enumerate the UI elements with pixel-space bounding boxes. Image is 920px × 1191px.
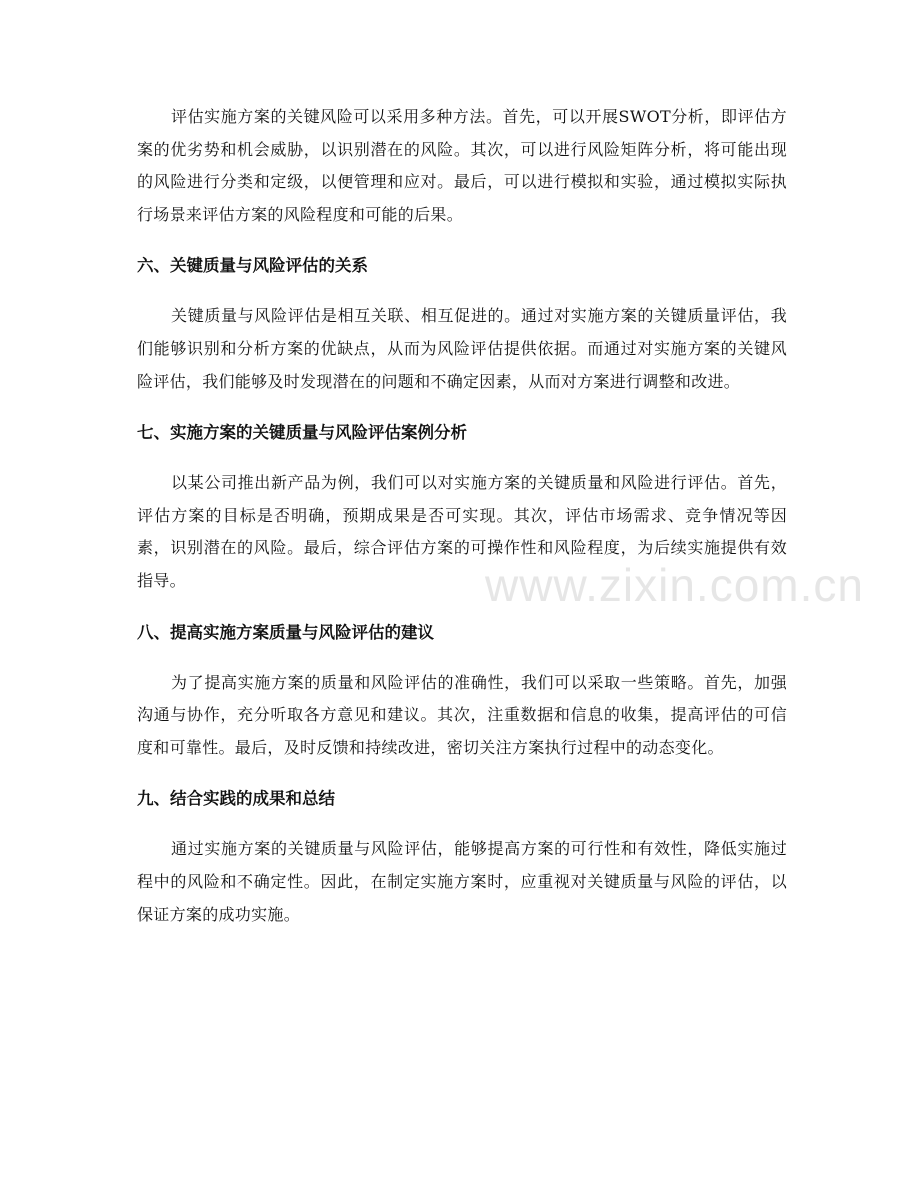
paragraph-risk-methods: 评估实施方案的关键风险可以采用多种方法。首先，可以开展SWOT分析，即评估方案的优劣势和机会威胁，以识别潜在的风险。其次，可以进行风险矩阵分析，将可能出现的风险进行分类和定级，以便管理和应对。最后，可以进行模拟和实验，通过模拟实际执行场景来评估方案的风险程度和可能的后果。 [137, 107, 787, 224]
paragraph-section-9: 通过实施方案的关键质量与风险评估，能够提高方案的可行性和有效性，降低实施过程中的风险和不确定性。因此，在制定实施方案时，应重视对关键质量与风险的评估，以保证方案的成功实施。 [137, 839, 787, 924]
watermark: www.zixin.com.cn [485, 559, 864, 611]
heading-section-7: 七、实施方案的关键质量与风险评估案例分析 [137, 423, 467, 443]
paragraph-section-6: 关键质量与风险评估是相互关联、相互促进的。通过对实施方案的关键质量评估，我们能够识别和分析方案的优缺点，从而为风险评估提供依据。而通过对实施方案的关键风险评估，我们能够及时发现潜在的问题和不确定因素，从而对方案进行调整和改进。 [137, 306, 787, 391]
heading-section-9: 九、结合实践的成果和总结 [137, 789, 335, 809]
paragraph-section-7: 以某公司推出新产品为例，我们可以对实施方案的关键质量和风险进行评估。首先，评估方案的目标是否明确，预期成果是否可实现。其次，评估市场需求、竞争情况等因素，识别潜在的风险。最后，综合评估方案的可操作性和风险程度，为后续实施提供有效指导。 [137, 473, 787, 590]
paragraph-section-8: 为了提高实施方案的质量和风险评估的准确性，我们可以采取一些策略。首先，加强沟通与协作，充分听取各方意见和建议。其次，注重数据和信息的收集，提高评估的可信度和可靠性。最后，及时反馈和持续改进，密切关注方案执行过程中的动态变化。 [137, 672, 787, 757]
document-body [137, 101, 787, 931]
heading-section-8: 八、提高实施方案质量与风险评估的建议 [137, 622, 434, 642]
heading-section-6: 六、关键质量与风险评估的关系 [137, 256, 368, 276]
